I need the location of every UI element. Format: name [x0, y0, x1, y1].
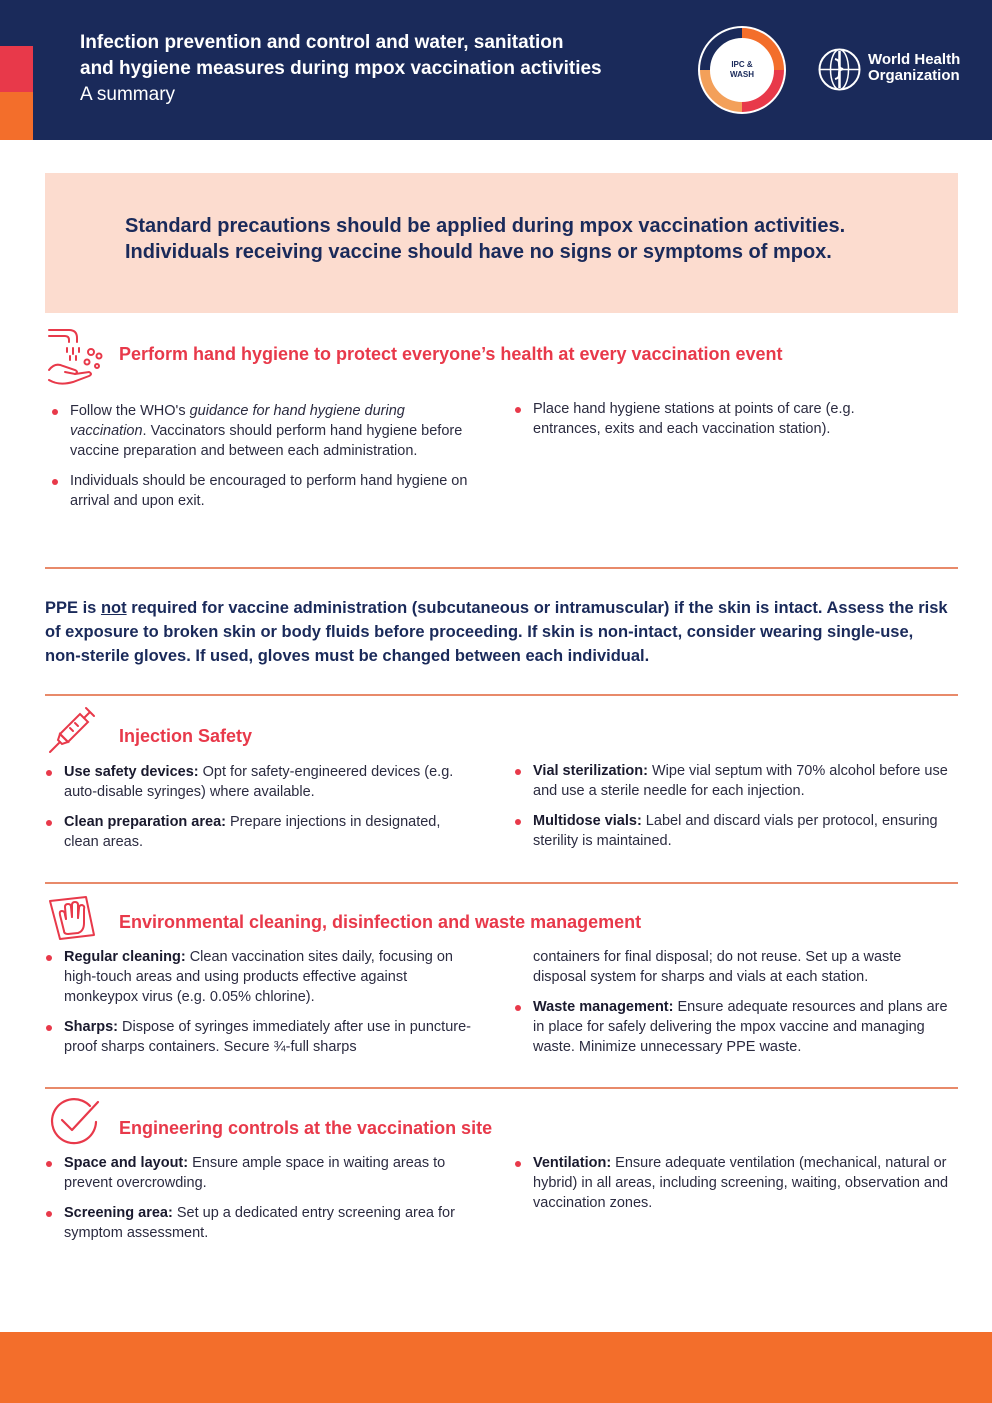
header-banner	[0, 0, 992, 140]
bullet-dot	[46, 770, 52, 776]
ppe-text: PPE is	[45, 599, 101, 617]
item-label: Use safety devices:	[64, 764, 199, 780]
item-label: Regular cleaning:	[64, 949, 186, 965]
list-item	[533, 399, 923, 439]
check-badge-icon	[48, 1094, 102, 1146]
ppe-text: required for vaccine administration (subcutaneous or intramuscular) if the skin is intact. Assess the risk of exposure to broken skin or body fluids before proceeding. If skin is non-intact, consider wearing single-use, non-sterile gloves. If used, gloves must be changed between each individual.	[45, 599, 948, 665]
svg-text:WASH: WASH	[730, 70, 754, 79]
list-item	[64, 1203, 474, 1243]
item-text: Ensure adequate ventilation (mechanical, natural or hybrid) in all areas, including screening, waiting, observation and vaccination zones.	[533, 1155, 949, 1211]
ppe-emphasis: not	[100, 599, 127, 617]
item-text: Wipe vial septum with 70% alcohol before use and use a sterile needle for each injection.	[533, 763, 948, 799]
list-item	[533, 811, 953, 851]
bullet-dot	[515, 407, 521, 413]
stripe-navy	[0, 0, 33, 46]
footer-band	[0, 1332, 992, 1403]
item-text: Label and discard vials per protocol, ensuring sterility is maintained.	[533, 813, 938, 849]
bullet-text: Place hand hygiene stations at points of care (e.g. entrances, exits and each vaccination station).	[533, 401, 855, 437]
list-item	[64, 1017, 484, 1057]
list-item	[64, 947, 484, 1007]
page-title-line2: and hygiene measures during mpox vaccination activities	[80, 58, 602, 79]
bullet-dot	[46, 955, 52, 961]
list-item	[64, 812, 476, 852]
item-label: Waste management:	[533, 999, 674, 1015]
injection-list-right	[533, 761, 953, 861]
stripe-orange	[0, 92, 33, 140]
list-item-continuation	[533, 947, 953, 987]
item-label: Multidose vials:	[533, 813, 642, 829]
bullet-text: Individuals should be encouraged to perform hand hygiene on arrival and upon exit.	[70, 473, 468, 509]
item-text: Opt for safety-engineered devices (e.g. auto-disable syringes) where available.	[64, 764, 454, 800]
list-item	[533, 761, 953, 801]
bullet-dot	[515, 1005, 521, 1011]
badge-center-text: IPC &	[731, 60, 753, 69]
list-item	[533, 1153, 953, 1213]
standard-precautions-callout	[45, 173, 958, 313]
environmental-cleaning-title: Environmental cleaning, disinfection and waste management	[119, 912, 642, 932]
item-text: Prepare injections in designated, clean areas.	[64, 814, 441, 850]
list-item	[64, 1153, 474, 1193]
bullet-dot	[52, 479, 58, 485]
hand-hygiene-title: Perform hand hygiene to protect everyone’s health at every vaccination event	[119, 344, 783, 364]
org-name-line2: Organization	[868, 67, 960, 84]
injection-list-left	[64, 762, 476, 862]
list-item	[533, 997, 953, 1057]
stripe-red	[0, 46, 33, 92]
ppe-statement	[45, 596, 950, 668]
engineering-list-right	[533, 1153, 953, 1223]
bullet-text: Follow the WHO's	[70, 403, 190, 419]
bullet-dot	[46, 1211, 52, 1217]
bullet-dot	[46, 820, 52, 826]
hand-hygiene-list-left	[70, 401, 470, 521]
item-text: Ensure adequate resources and plans are in place for safely delivering the mpox vaccine and managing waste. Minimize unnecessary PPE waste.	[533, 999, 948, 1055]
item-text: Set up a dedicated entry screening area for symptom assessment.	[64, 1205, 455, 1241]
section-divider	[45, 1087, 958, 1089]
bullet-dot	[46, 1161, 52, 1167]
item-label: Clean preparation area:	[64, 814, 226, 830]
handwashing-icon	[45, 326, 107, 390]
engineering-list-left	[64, 1153, 474, 1253]
hand-hygiene-list-right	[533, 399, 923, 449]
bullet-dot	[515, 1161, 521, 1167]
section-divider	[45, 882, 958, 884]
who-emblem-icon	[817, 47, 862, 92]
page-title-line1: Infection prevention and control and water, sanitation	[80, 32, 564, 53]
item-label: Space and layout:	[64, 1155, 189, 1171]
section-divider	[45, 567, 958, 569]
list-item	[70, 401, 470, 461]
section-divider	[45, 694, 958, 696]
bullet-dot	[515, 769, 521, 775]
item-label: Sharps:	[64, 1019, 118, 1035]
guidance-reference: guidance for hand hygiene during vaccination	[70, 403, 405, 439]
org-name-line1: World Health	[868, 51, 961, 68]
callout-line2: Individuals receiving vaccine should have no signs or symptoms of mpox.	[125, 241, 832, 263]
injection-safety-title: Injection Safety	[119, 726, 253, 746]
item-label: Screening area:	[64, 1205, 173, 1221]
item-label: Ventilation:	[533, 1155, 612, 1171]
engineering-controls-title: Engineering controls at the vaccination site	[119, 1118, 493, 1138]
item-text: Clean vaccination sites daily, focusing on high-touch areas and using products effective against monkeypox virus (e.g. 0.05% chlorine).	[64, 949, 453, 1005]
who-logo-text	[868, 52, 960, 84]
ipc-wash-badge-icon	[697, 25, 787, 115]
item-text: containers for final disposal; do not reuse. Set up a waste disposal system for sharps and vials at each station.	[533, 949, 902, 985]
callout-text	[125, 213, 925, 265]
list-item	[70, 471, 470, 511]
environment-list-right	[533, 947, 953, 1067]
environment-list-left	[64, 947, 484, 1067]
list-item	[64, 762, 476, 802]
item-label: Vial sterilization:	[533, 763, 648, 779]
callout-line1: Standard precautions should be applied during mpox vaccination activities.	[125, 215, 846, 237]
bullet-dot	[52, 409, 58, 415]
page-subtitle: A summary	[80, 84, 176, 105]
bullet-dot	[46, 1025, 52, 1031]
item-text: Dispose of syringes immediately after use in puncture-proof sharps containers. Secure ¾-full sharps	[64, 1019, 471, 1055]
syringe-icon	[46, 704, 98, 754]
bullet-dot	[515, 819, 521, 825]
bullet-text: . Vaccinators should perform hand hygiene before vaccine preparation and between each administration.	[70, 423, 463, 459]
item-text: Ensure ample space in waiting areas to prevent overcrowding.	[64, 1155, 446, 1191]
cleaning-glove-icon	[46, 893, 100, 943]
